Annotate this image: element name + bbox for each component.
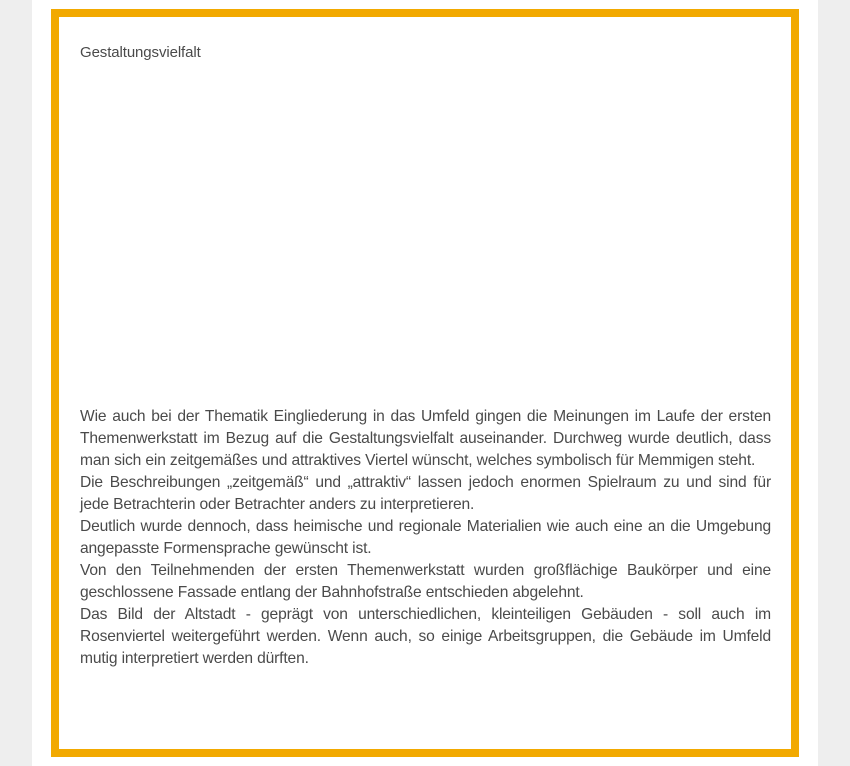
paragraph-intro: Wie auch bei der Thematik Eingliederung in das Umfeld gingen die Meinungen im Laufe der ersten Themenwerkstatt im Bezug auf die Gestaltungsvielfalt auseinander. Durchweg wurde deutlich, dass man sich ein zeitgemäßes und attraktives Viertel wünscht, welches symbolisch für Memmigen steht. — [80, 408, 771, 469]
paragraph-materials: Deutlich wurde dennoch, dass heimische und regionale Materialien wie auch eine an die Umgebung angepasste Formensprache gewünscht ist. — [80, 518, 771, 557]
paragraph-facade: Von den Teilnehmenden der ersten Themenwerkstatt wurden großflächige Baukörper und eine geschlossene Fassade entlang der Bahnhofstraße entschieden abgelehnt. — [80, 562, 771, 601]
paragraph-descriptions: Die Beschreibungen „zeitgemäß“ und „attraktiv“ lassen jedoch enormen Spielraum zu und sind für jede Betrachterin oder Betrachter anders zu interpretieren. — [80, 474, 771, 513]
paragraph-altstadt: Das Bild der Altstadt - geprägt von unterschiedlichen, kleinteiligen Gebäuden - soll auch im Rosenviertel weitergeführt werden. Wenn auch, so einige Arbeitsgruppen, die Gebäude im Umfeld mutig interpretiert werden dürften. — [80, 606, 771, 667]
section-title: Gestaltungsvielfalt — [80, 44, 201, 61]
content-frame — [51, 9, 799, 757]
body-text — [80, 406, 771, 670]
